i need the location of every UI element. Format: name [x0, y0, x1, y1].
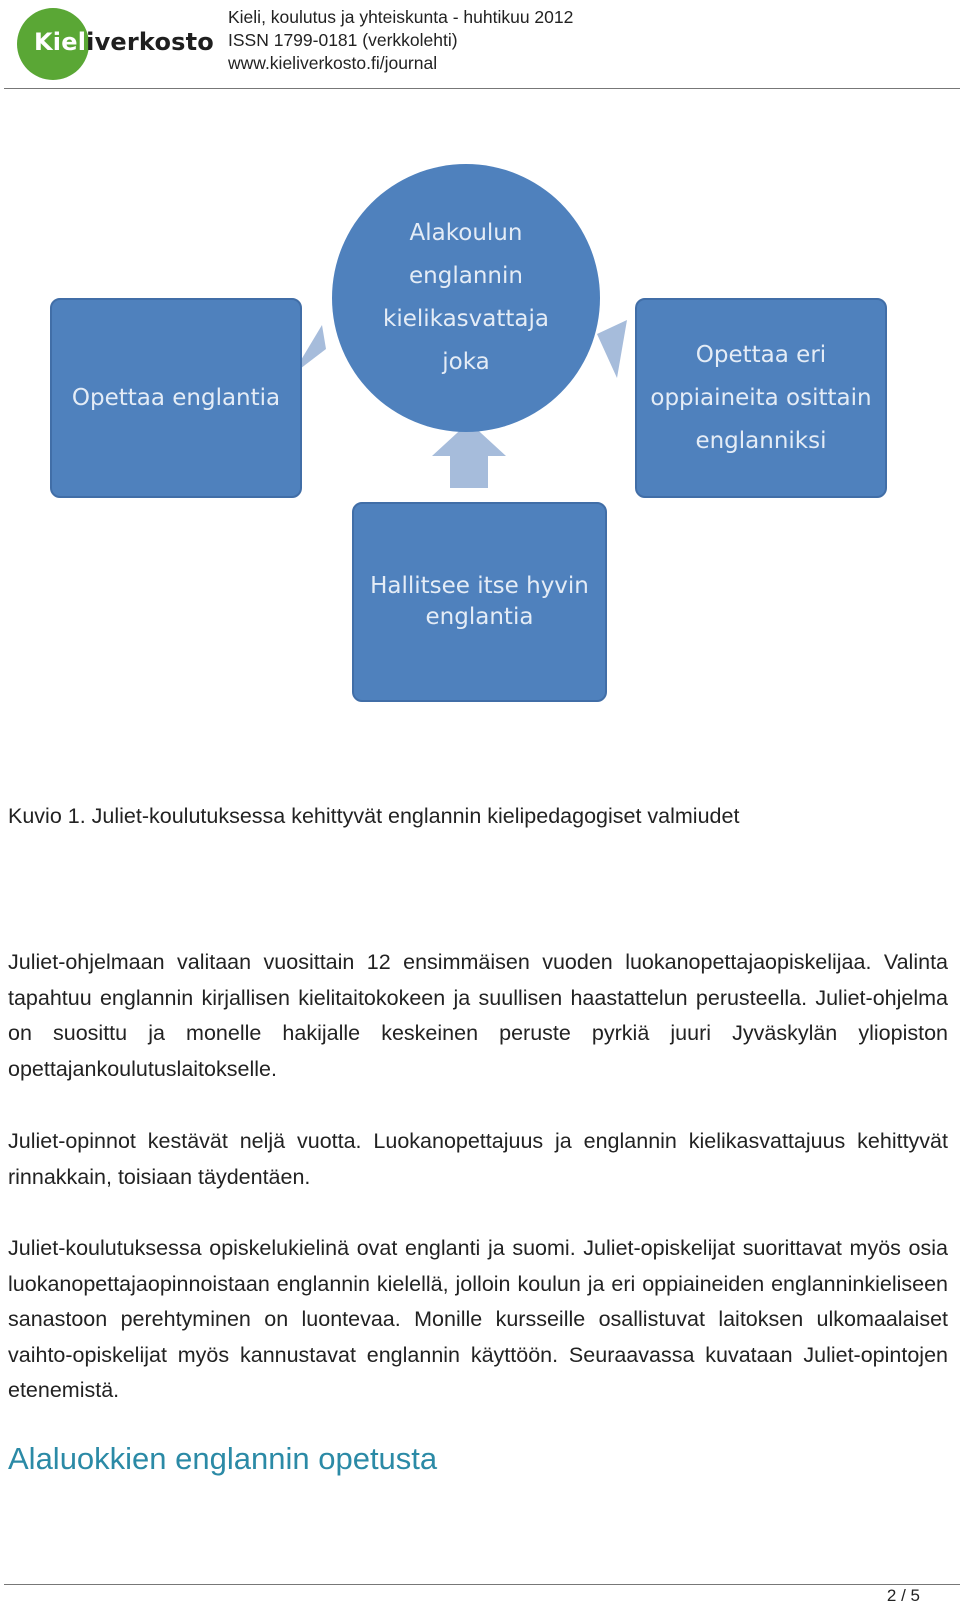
bottom-box-line-1: Hallitsee itse hyvin: [370, 573, 589, 599]
paragraph: Juliet-ohjelmaan valitaan vuosittain 12 ensimmäisen vuoden luokanopettajaopiskelijaa. Valinta tapahtuu englannin kirjallisen kielitaitokokeen ja suullisen haastattelun perusteella. Juliet-ohjelma on suosittu ja monelle hakijalle keskeinen peruste pyrkiä juuri Jyväskylän yliopiston opettajankoulutuslaitokselle.: [8, 950, 948, 1081]
journal-info: [228, 6, 573, 75]
journal-issn: ISSN 1799-0181 (verkkolehti): [228, 30, 458, 50]
right-box-line-2: oppiaineita osittain: [650, 384, 872, 411]
journal-url[interactable]: www.kieliverkosto.fi/journal: [228, 53, 438, 73]
right-box: [635, 298, 887, 498]
figure-diagram: [0, 150, 960, 720]
center-line-3: kielikasvattaja: [383, 306, 549, 332]
left-box: [50, 298, 302, 498]
page-header: [0, 0, 960, 90]
center-line-4: joka: [442, 349, 490, 375]
right-box-line-1: Opettaa eri: [695, 341, 827, 368]
bottom-box: [352, 502, 607, 702]
header-divider: [4, 88, 960, 89]
left-box-label: Opettaa englantia: [71, 384, 281, 411]
journal-title: Kieli, koulutus ja yhteiskunta - huhtikuu 2012: [228, 7, 574, 27]
right-box-line-3: englanniksi: [695, 427, 827, 454]
paragraph: Juliet-koulutuksessa opiskelukielinä ovat englanti ja suomi. Juliet-opiskelijat suorittavat myös osia luokanopettajaopinnoistaan englannin kielellä, jolloin koulun ja eri oppiaineiden englanninkieliseen sanastoon perehtyminen on luontevaa. Monille kursseille osallistuvat laitoksen ulkomaalaiset vaihto-opiskelijat myös kannustavat englannin käyttöön. Seuraavassa kuvataan Juliet-opintojen etenemistä.: [8, 1236, 948, 1402]
figure-caption: Kuvio 1. Juliet-koulutuksessa kehittyvät englannin kielipedagogiset valmiudet: [8, 804, 740, 828]
page-number: 2 / 5: [886, 1586, 920, 1605]
logo-wordmark: Kieliverkosto: [34, 28, 214, 56]
arrow-right-icon: [597, 320, 631, 378]
center-line-2: englannin: [409, 263, 523, 289]
center-line-1: Alakoulun: [409, 220, 523, 246]
footer-divider: [4, 1584, 960, 1585]
paragraph: Juliet-opinnot kestävät neljä vuotta. Luokanopettajuus ja englannin kielikasvattajuus kehittyvät rinnakkain, toisiaan täydentäen.: [8, 1129, 948, 1189]
section-heading: Alaluokkien englannin opetusta: [8, 1441, 438, 1476]
bottom-box-line-2: englantia: [425, 604, 534, 630]
center-circle: [332, 164, 600, 432]
